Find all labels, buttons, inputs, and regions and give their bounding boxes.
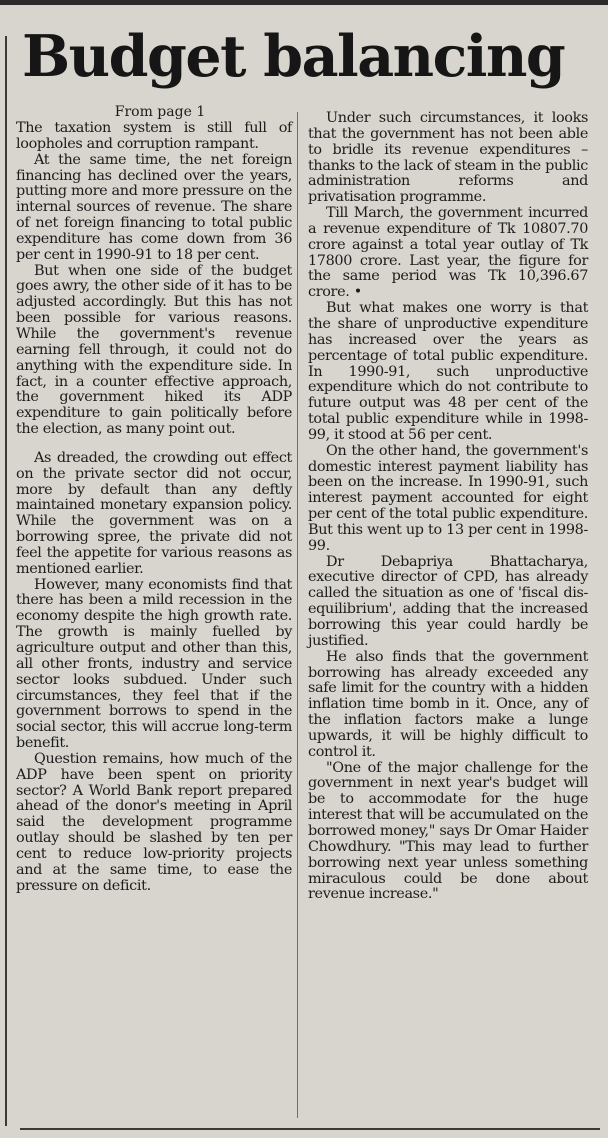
left-paragraph-5: However, many economists find that there has been a mild recession in the economy despite the high growth rate. The growth is mainly fuelled by agriculture output and other than this, all other fronts, industry and service sector looks subdued. Under such circumstances, they feel that if the government borrows to spend in the social sector, this will accrue long-term benefit. bbox=[16, 576, 292, 752]
left-column bbox=[16, 104, 292, 895]
left-paragraph-2: At the same time, the net foreign financing has declined over the years, putting more and more pressure on the internal sources of revenue. The share of net foreign financing to total public expenditure has come down from 36 per cent in 1990-91 to 18 per cent. bbox=[16, 151, 292, 263]
top-rule bbox=[0, 0, 608, 5]
left-rule bbox=[5, 36, 7, 1126]
right-paragraph-3: But what makes one worry is that the share of unproductive expenditure has increased over the years as percentage of total public expenditure. In 1990-91, such unproductive expenditure which do not contribute to future output was 48 per cent of the total public expenditure while in 1998-99, it stood at 56 per cent. bbox=[308, 300, 588, 443]
right-paragraph-5: Dr Debapriya Bhattacharya, executive director of CPD, has already called the situation as one of 'fiscal dis-equilibrium', adding that the increased borrowing this year could hardly be justified. bbox=[308, 553, 588, 649]
right-paragraph-1: Under such circumstances, it looks that the government has not been able to bridle its revenue expenditures – thanks to the lack of steam in the public administration reforms and privatisation programme. bbox=[308, 110, 588, 206]
headline: Budget balancing bbox=[22, 23, 565, 90]
right-paragraph-4: On the other hand, the government's domestic interest payment liability has been on the increase. In 1990-91, such interest payment accounted for eight per cent of the total public expenditure. But this went up to 13 per cent in 1998-99. bbox=[308, 442, 588, 554]
column-divider bbox=[297, 112, 298, 1118]
left-paragraph-1: The taxation system is still full of loopholes and corruption rampant. bbox=[16, 120, 292, 152]
continuation-note: From page 1 bbox=[114, 104, 206, 120]
right-paragraph-6: He also finds that the government borrowing has already exceeded any safe limit for the country with a hidden inflation time bomb in it. Once, any of the inflation factors make a lunge upwards, it will be highly difficult to control it. bbox=[308, 648, 588, 760]
right-paragraph-2: Till March, the government incurred a revenue expenditure of Tk 10807.70 crore against a total year outlay of Tk 17800 crore. Last year, the figure for the same period was Tk 10,396.67 crore. • bbox=[308, 205, 588, 301]
left-paragraph-6: Question remains, how much of the ADP have been spent on priority sector? A World Bank report prepared ahead of the donor's meeting in April said the development programme outlay should be slashed by ten per cent to reduce low-priority projects and at the same time, to ease the pressure on deficit. bbox=[16, 750, 292, 894]
right-paragraph-7: "One of the major challenge for the government in next year's budget will be to accommodate for the huge interest that will be accumulated on the borrowed money," says Dr Omar Haider Chowdhury. "This may lead to further borrowing next year unless something miraculous could be done about revenue increase." bbox=[308, 759, 588, 903]
right-column bbox=[308, 104, 588, 903]
bottom-rule bbox=[20, 1128, 600, 1130]
left-paragraph-3: But when one side of the budget goes awry, the other side of it has to be adjusted accordingly. But this has not been possible for various reasons. While the government's revenue earning fell through, it could not do anything with the expenditure side. In fact, in a counter effective approach, the government hiked its ADP expenditure to gain politically before the election, as many point out. bbox=[16, 262, 292, 438]
left-paragraph-4: As dreaded, the crowding out effect on the private sector did not occur, more by default than any deftly maintained monetary expansion policy. While the government was on a borrowing spree, the private did not feel the appetite for various reasons as mentioned earlier. bbox=[16, 449, 292, 577]
